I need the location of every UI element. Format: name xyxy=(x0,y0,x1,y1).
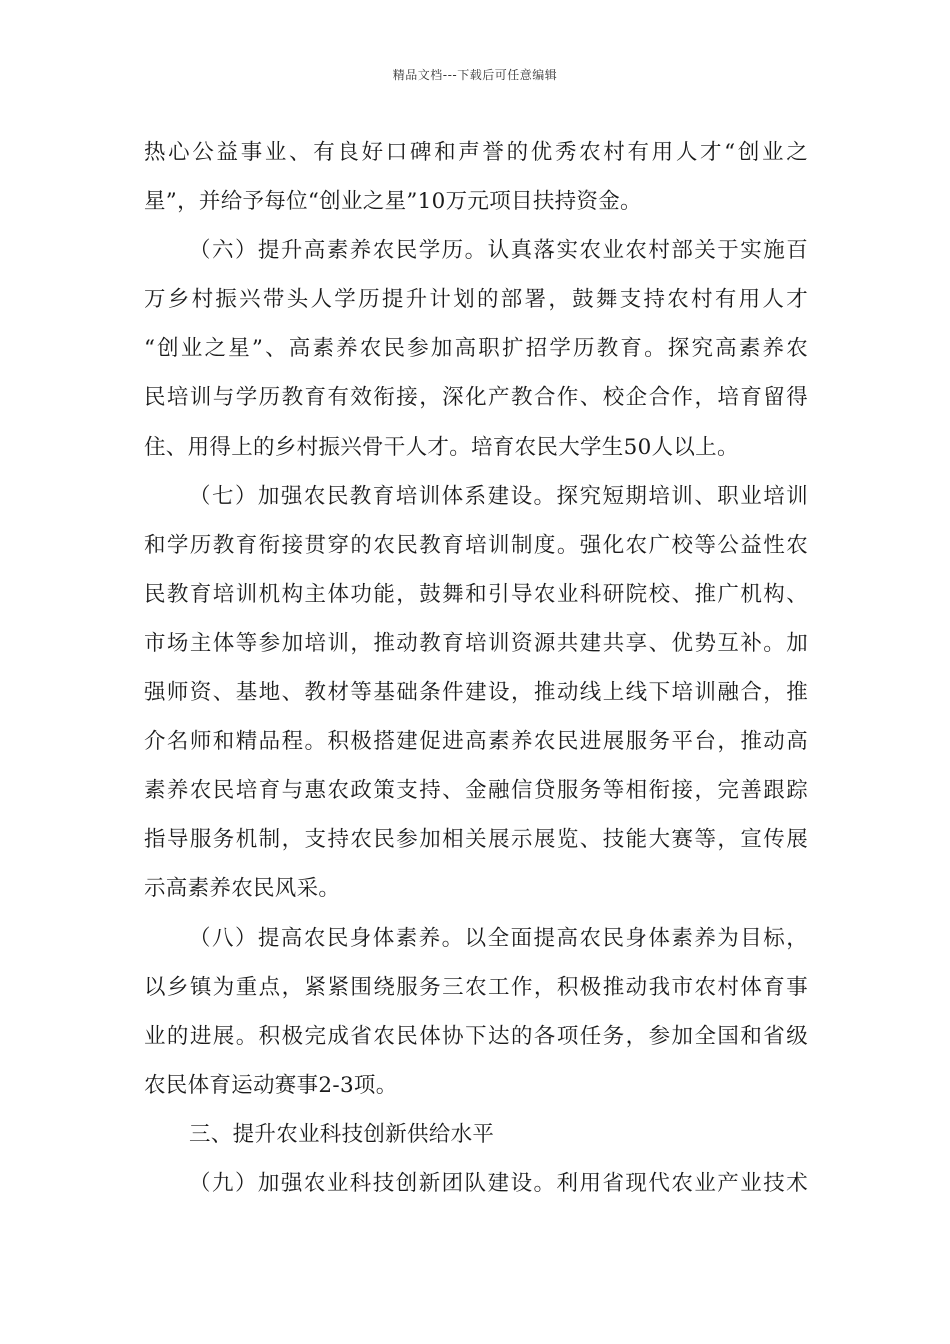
text-line: 民教育培训机构主体功能，鼓舞和引导农业科研院校、推广机构、 xyxy=(144,581,808,607)
text-line: 热心公益事业、有良好口碑和声誉的优秀农村有用人才“创业之 xyxy=(144,140,808,165)
text-line: 示高素养农民风采。 xyxy=(144,876,341,902)
paragraph-start-line: （八）提高农民身体素养。以全面提高农民身体素养为目标， xyxy=(189,925,808,951)
text-line: 民培训与学历教育有效衔接，深化产教合作、校企合作，培育留得 xyxy=(144,385,808,411)
paragraph-start-line: （九）加强农业科技创新团队建设。利用省现代农业产业技术 xyxy=(189,1170,808,1196)
section-heading: 三、提升农业科技创新供给水平 xyxy=(189,1121,495,1147)
text-line: 万乡村振兴带头人学历提升计划的部署，鼓舞支持农村有用人才 xyxy=(144,287,808,313)
paragraph-start-line: （七）加强农民教育培训体系建设。探究短期培训、职业培训 xyxy=(189,483,808,509)
text-line: 业的进展。积极完成省农民体协下达的各项任务，参加全国和省级 xyxy=(144,1023,808,1049)
text-line: 素养农民培育与惠农政策支持、金融信贷服务等相衔接，完善跟踪 xyxy=(144,778,808,804)
text-line: 星”，并给予每位“创业之星”10万元项目扶持资金。 xyxy=(144,189,642,215)
text-line: 强师资、基地、教材等基础条件建设，推动线上线下培训融合，推 xyxy=(144,680,808,706)
text-line: 住、用得上的乡村振兴骨干人才。培育农民大学生50人以上。 xyxy=(144,434,739,460)
text-line: 介名师和精品程。积极搭建促进高素养农民进展服务平台，推动高 xyxy=(144,729,808,755)
text-line: 和学历教育衔接贯穿的农民教育培训制度。强化农广校等公益性农 xyxy=(144,532,808,558)
text-line: “创业之星”、高素养农民参加高职扩招学历教育。探究高素养农 xyxy=(144,336,808,362)
text-line: 农民体育运动赛事2-3项。 xyxy=(144,1072,398,1098)
text-line: 指导服务机制，支持农民参加相关展示展览、技能大赛等，宣传展 xyxy=(144,827,808,853)
document-body xyxy=(144,128,808,1208)
paragraph-start-line: （六）提升高素养农民学历。认真落实农业农村部关于实施百 xyxy=(189,238,808,264)
page-header: 精品文档---下载后可任意编辑 xyxy=(392,68,558,82)
text-line: 以乡镇为重点，紧紧围绕服务三农工作，积极推动我市农村体育事 xyxy=(144,974,808,1000)
text-line: 市场主体等参加培训，推动教育培训资源共建共享、优势互补。加 xyxy=(144,630,808,656)
